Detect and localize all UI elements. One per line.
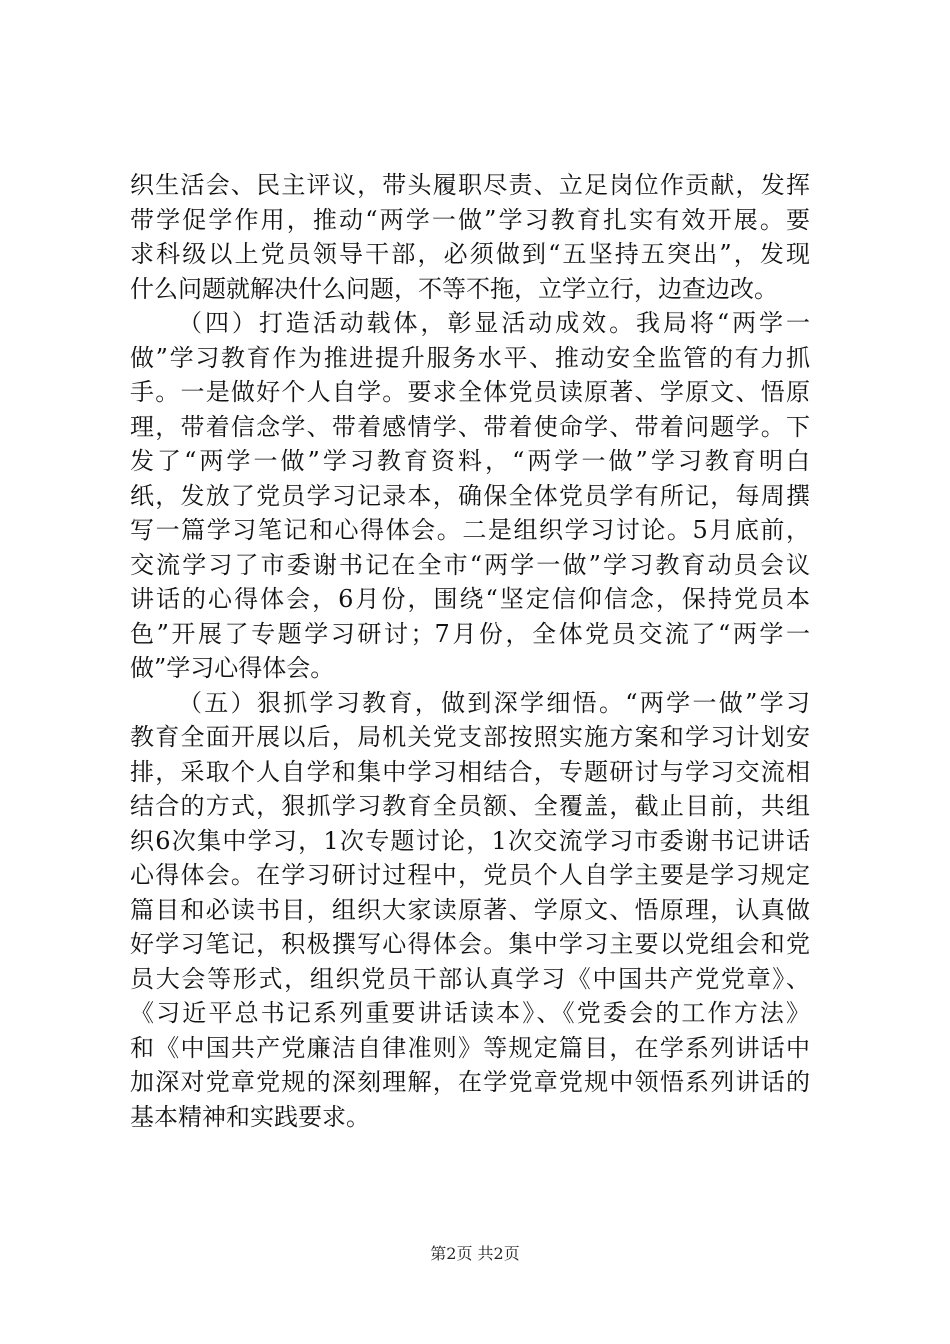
text-line: 员大会等形式，组织党员干部认真学习《中国共产党党章》、 xyxy=(130,964,810,993)
text-line: 带学促学作用，推动“两学一做”学习教育扎实有效开展。要 xyxy=(130,205,810,234)
text-line: 写一篇学习笔记和心得体会。二是组织学习讨论。5月底前， xyxy=(130,516,810,544)
text-line: 讲话的心得体会，6月份，围绕“坚定信仰信念，保持党员本 xyxy=(130,585,810,613)
text-line: 加深对党章党规的深刻理解，在学党章党规中领悟系列讲话的 xyxy=(130,1068,810,1096)
text-line: 求科级以上党员领导干部，必须做到“五坚持五突出”，发现 xyxy=(130,240,810,268)
text-line: 教育全面开展以后，局机关党支部按照实施方案和学习计划安 xyxy=(130,723,810,751)
text-line: 交流学习了市委谢书记在全市“两学一做”学习教育动员会议 xyxy=(130,550,810,579)
text-line: 色”开展了专题学习研讨；7月份，全体党员交流了“两学一 xyxy=(130,619,810,648)
text-line: 和《中国共产党廉洁自律准则》等规定篇目，在学系列讲话中 xyxy=(130,1033,810,1062)
text-line: 《习近平总书记系列重要讲话读本》、《党委会的工作方法》 xyxy=(130,999,810,1027)
document-body xyxy=(130,168,810,1134)
text-line: （四）打造活动载体，彰显活动成效。我局将“两学一 xyxy=(178,309,810,337)
text-line: 发了“两学一做”学习教育资料，“两学一做”学习教育明白 xyxy=(130,447,810,475)
text-line: 纸，发放了党员学习记录本，确保全体党员学有所记，每周撰 xyxy=(130,481,810,510)
text-line: 好学习笔记，积极撰写心得体会。集中学习主要以党组会和党 xyxy=(130,930,810,958)
page-footer: 第2页 共2页 xyxy=(430,1244,520,1263)
text-line: 理，带着信念学、带着感情学、带着使命学、带着问题学。下 xyxy=(130,412,810,441)
text-line: 织生活会、民主评议，带头履职尽责、立足岗位作贡献，发挥 xyxy=(130,171,810,199)
text-line: 什么问题就解决什么问题，不等不拖，立学立行，边查边改。 xyxy=(130,274,778,303)
text-line: 手。一是做好个人自学。要求全体党员读原著、学原文、悟原 xyxy=(130,378,810,406)
text-line: 做”学习心得体会。 xyxy=(130,654,335,682)
text-line: 篇目和必读书目，组织大家读原著、学原文、悟原理，认真做 xyxy=(130,895,810,924)
text-line: （五）狠抓学习教育，做到深学细悟。“两学一做”学习 xyxy=(178,688,810,717)
text-line: 做”学习教育作为推进提升服务水平、推动安全监管的有力抓 xyxy=(130,343,810,372)
text-line: 心得体会。在学习研讨过程中，党员个人自学主要是学习规定 xyxy=(130,861,810,889)
text-line: 织6次集中学习，1次专题讨论，1次交流学习市委谢书记讲话 xyxy=(130,826,810,855)
text-line: 结合的方式，狠抓学习教育全员额、全覆盖，截止目前，共组 xyxy=(130,792,810,820)
text-line: 基本精神和实践要求。 xyxy=(130,1102,370,1131)
text-line: 排，采取个人自学和集中学习相结合，专题研讨与学习交流相 xyxy=(130,757,810,786)
